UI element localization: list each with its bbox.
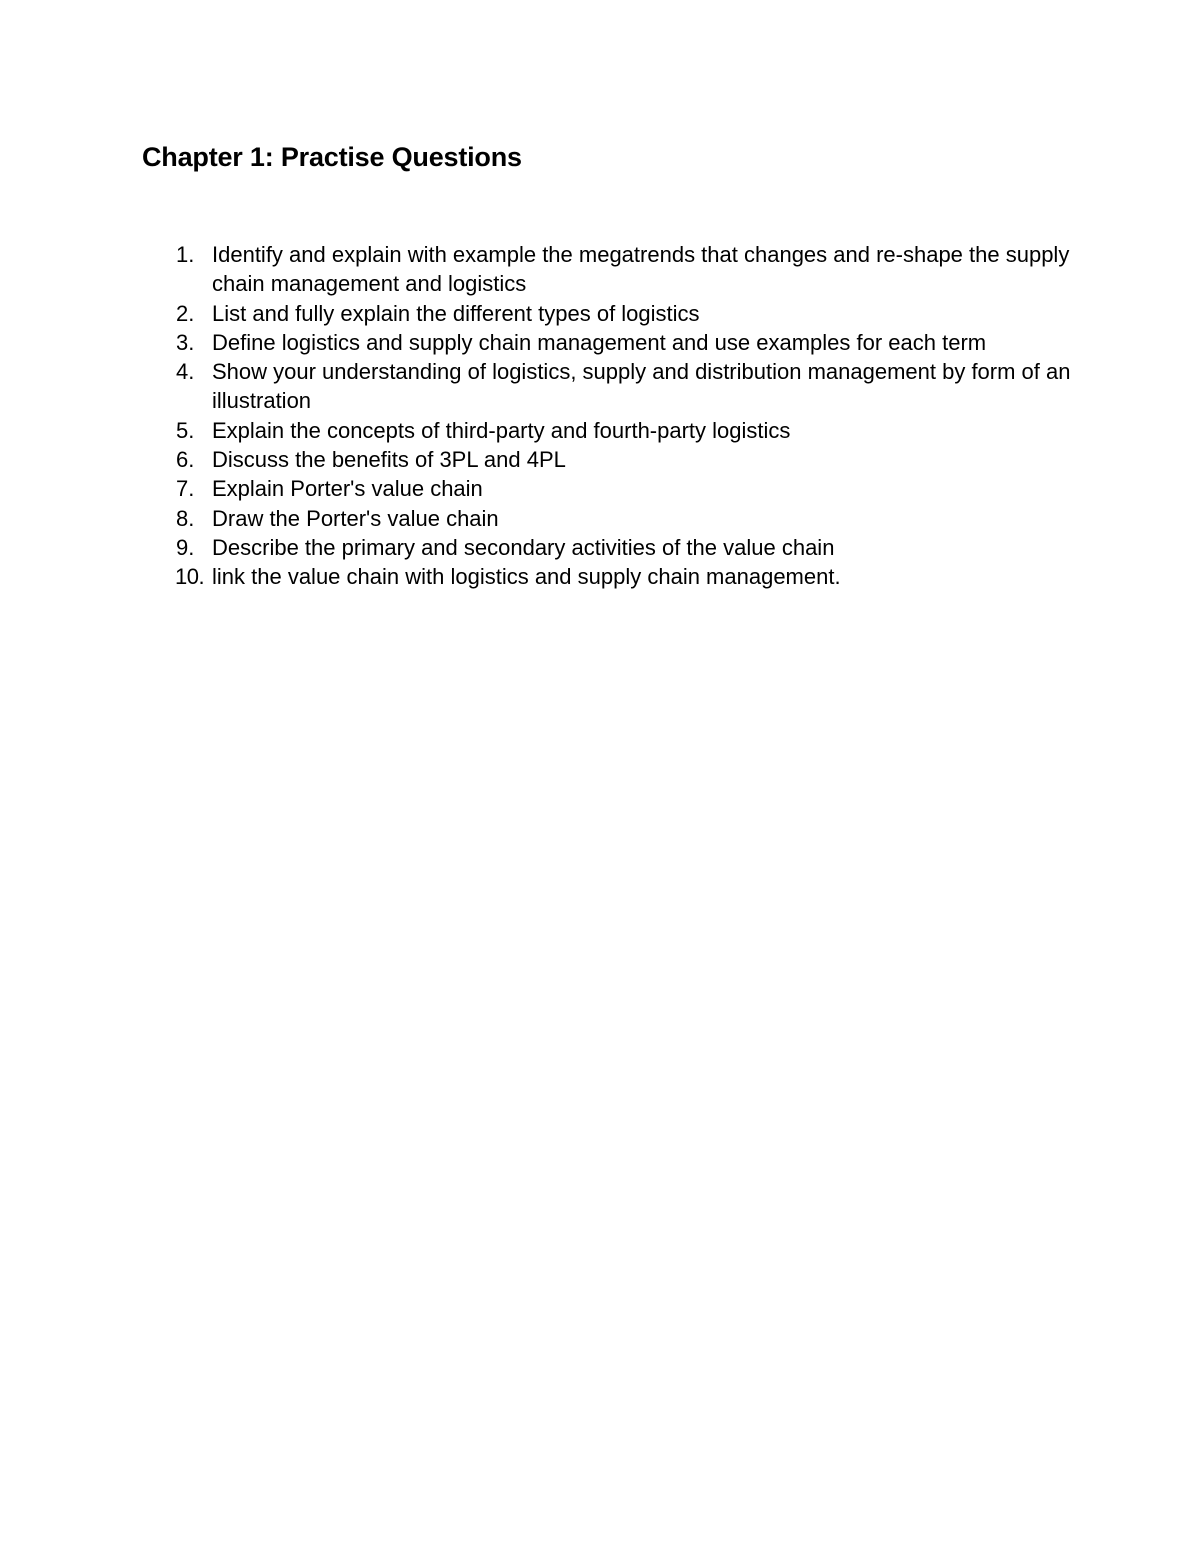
page-title: Chapter 1: Practise Questions [142,142,522,172]
question-item [142,562,1082,591]
question-item [142,416,1082,445]
question-text: Explain the concepts of third-party and fourth-party logistics [212,417,791,443]
question-number: 7. [176,476,195,502]
question-text: Show your understanding of logistics, supply and distribution management by form of an illustration [212,359,1071,414]
question-text: Discuss the benefits of 3PL and 4PL [212,447,566,473]
question-text: Describe the primary and secondary activities of the value chain [212,534,835,560]
question-text: link the value chain with logistics and supply chain management. [212,564,841,590]
question-item [142,474,1082,503]
question-number: 2. [176,300,195,326]
question-text: Draw the Porter's value chain [212,505,499,531]
question-text: Identify and explain with example the megatrends that changes and re-shape the supply chain management and logistics [212,242,1070,297]
question-item [142,504,1082,533]
question-item [142,445,1082,474]
question-text: Explain Porter's value chain [212,476,483,502]
question-number: 5. [176,417,195,443]
question-number: 6. [176,447,195,473]
question-number: 1. [176,242,195,267]
question-text: List and fully explain the different types of logistics [212,300,700,326]
question-item [142,328,1082,357]
question-list [142,240,1082,592]
question-text: Define logistics and supply chain management and use examples for each term [212,329,987,355]
question-number: 4. [176,359,195,385]
question-number: 3. [176,329,195,355]
question-item [142,299,1082,328]
question-item [142,240,1082,299]
question-number: 10. [175,564,205,590]
question-item [142,357,1082,416]
question-number: 8. [176,505,195,531]
question-item [142,533,1082,562]
question-number: 9. [176,534,195,560]
